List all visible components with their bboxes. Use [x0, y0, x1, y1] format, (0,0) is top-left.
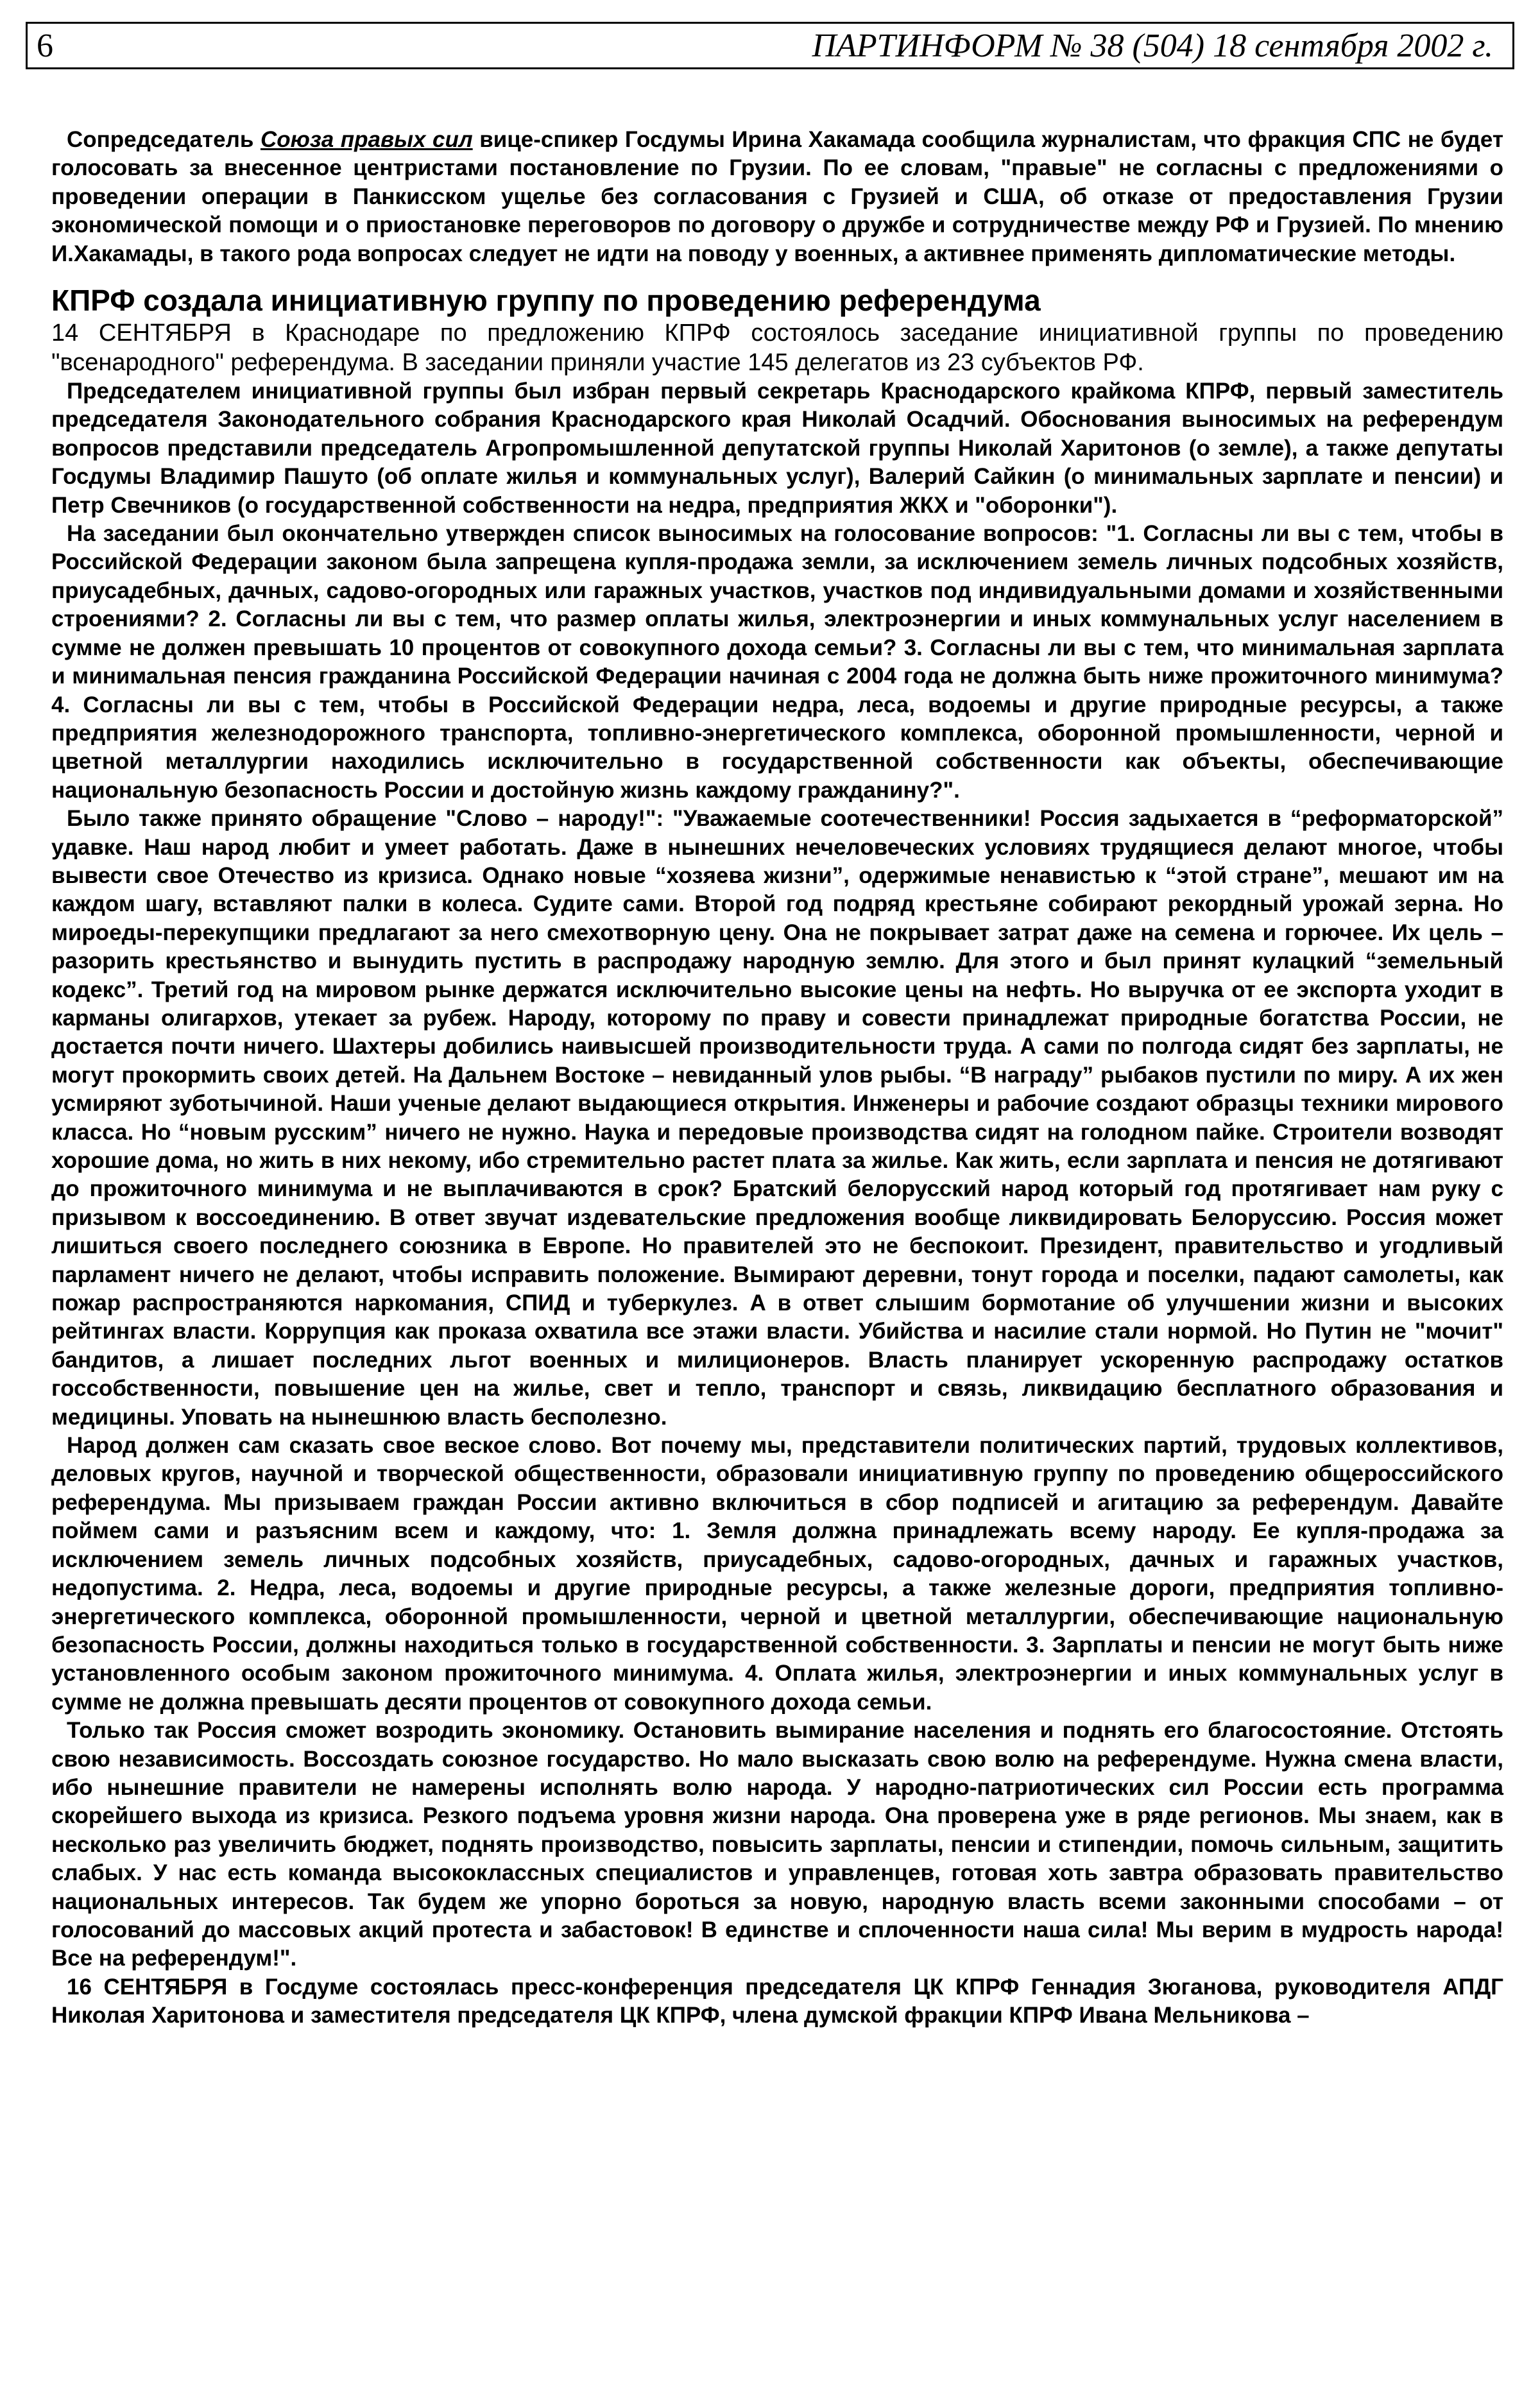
article-paragraph: Народ должен сам сказать свое веское слово. Вот почему мы, представители политических партий, трудовых коллективов, деловых кругов, научной и творческой общественности, образовали инициативную группу по проведению общероссийского референдума. Мы призываем граждан России активно включиться в сбор подписей и агитацию за референдум. Давайте поймем сами и разъясним всем и каждому, что: 1. Земля должна принадлежать всему народу. Ее купля-продажа за исключением земель личных подсобных хозяйств, приусадебных, садово-огородных, дачных и гаражных участков, недопустима. 2. Недра, леса, водоемы и другие природные ресурсы, а также железные дороги, предприятия топливно-энергетического комплекса, оборонной промышленности, черной и цветной металлургии, обеспечивающие национальную безопасность России, должны находиться только в государственной собственности. 3. Зарплаты и пенсии не могут быть ниже установленного особым законом прожиточного минимума. 4. Оплата жилья, электроэнергии и иных коммунальных услуг в сумме не должна превышать десяти процентов от совокупного дохода семьи.	[51, 1433, 1503, 1715]
intro-before: Сопредседатель	[67, 127, 261, 152]
page-header	[26, 22, 1514, 69]
article-paragraph: Только так Россия сможет возродить экономику. Остановить вымирание населения и поднять его благосостояние. Отстоять свою независимость. Воссоздать союзное государство. Но мало высказать свою волю на референдуме. Нужна смена власти, ибо нынешние правители не намерены исполнять волю народа. У народно-патриотических сил России есть программа скорейшего выхода из кризиса. Резкого подъема уровня жизни народа. Она проверена уже в ряде регионов. Мы знаем, как в несколько раз увеличить бюджет, поднять производство, повысить зарплаты, пенсии и стипендии, помочь сильным, защитить слабых. У нас есть команда высококлассных специалистов и управленцев, готовая хоть завтра образовать правительство национальных интересов. Так будем же упорно бороться за новую, народную власть всеми законными способами – от голосований до массовых акций протеста и забастовок! В единстве и сплоченности наша сила! Мы верим в мудрость народа! Все на референдум!".	[51, 1718, 1503, 1971]
article-headline: КПРФ создала инициативную группу по проведению референдума	[51, 284, 1041, 318]
issue-title: ПАРТИНФОРМ № 38 (504) 18 сентября 2002 г.	[812, 28, 1493, 64]
article-body	[51, 126, 1503, 2030]
article-paragraph: На заседании был окончательно утвержден список выносимых на голосование вопросов: "1. Согласны ли вы с тем, чтобы в Российской Федерации законом была запрещена купля-продажа земли, за исключением земель личных подсобных хозяйств, приусадебных, дачных, садово-огородных или гаражных участков, участков под индивидуальными домами и хозяйственными строениями? 2. Согласны ли вы с тем, что размер оплаты жилья, электроэнергии и иных коммунальных услуг населением в сумме не должен превышать 10 процентов от совокупного дохода семьи? 3. Согласны ли вы с тем, что минимальная зарплата и минимальная пенсия гражданина Российской Федерации начиная с 2004 года не должна быть ниже прожиточного минимума? 4. Согласны ли вы с тем, чтобы в Российской Федерации недра, леса, водоемы и другие природные ресурсы, а также предприятия железнодорожного транспорта, топливно-энергетического комплекса, оборонной промышленности, черной и цветной металлургии находились исключительно в государственной собственности как объекты, обеспечивающие национальную безопасность России и достойную жизнь каждому гражданину?".	[51, 521, 1503, 803]
intro-after: вице-спикер Госдумы Ирина Хакамада сообщила журналистам, что фракция СПС не будет голосовать за внесенное центристами постановление по Грузии. По ее словам, "правые" не согласны с предложениями о проведении операции в Панкисском ущелье без согласования с Грузией и США, об отказе от предоставления Грузии экономической помощи и о приостановке переговоров по договору о дружбе и сотрудничестве между РФ и Грузией. По мнению И.Хакамады, в такого рода вопросах следует не идти на поводу у военных, а активнее применять дипломатические методы.	[51, 127, 1504, 266]
party-link[interactable]: Союза правых сил	[260, 127, 473, 152]
page-number: 6	[37, 28, 53, 64]
article-lead: 14 СЕНТЯБРЯ в Краснодаре по предложению КПРФ состоялось заседание инициативной группы по проведению "всенародного" референдума. В заседании приняли участие 145 делегатов из 23 субъектов РФ.	[51, 320, 1503, 377]
article-paragraph: Было также принято обращение "Слово – народу!": "Уважаемые соотечественники! Россия задыхается в “реформаторской” удавке. Наш народ любит и умеет работать. Даже в нынешних нечеловеческих условиях трудящиеся делают многое, чтобы вывести свое Отечество из кризиса. Однако новые “хозяева жизни”, одержимые ненавистью к “этой стране”, мешают им на каждом шагу, вставляют палки в колеса. Судите сами. Второй год подряд крестьяне собирают рекордный урожай зерна. Но мироеды-перекупщики предлагают за него смехотворную цену. Она не покрывает затрат даже на семена и горючее. Их цель – разорить крестьянство и вынудить пустить в распродажу народную землю. Для этого и был принят кулацкий “земельный кодекс”. Третий год на мировом рынке держатся исключительно высокие цены на нефть. Но выручка от ее экспорта уходит в карманы олигархов, утекает за рубеж. Народу, которому по праву и совести принадлежат природные богатства России, не достается почти ничего. Шахтеры добились наивысшей производительности труда. А сами по полгода сидят без зарплаты, не могут прокормить своих детей. На Дальнем Востоке – невиданный улов рыбы. “В награду” рыбаков пустили по миру. А их жен усмиряют зуботычиной. Наши ученые делают выдающиеся открытия. Инженеры и рабочие создают образцы техники мирового класса. Но “новым русским” ничего не нужно. Наука и передовые производства сидят на голодном пайке. Строители возводят хорошие дома, но жить в них некому, ибо стремительно растет плата за жилье. Как жить, если зарплата и пенсия не дотягивают до прожиточного минимума и не выплачиваются в срок? Братский белорусский народ который год протягивает нам руку с призывом к воссоединению. В ответ звучат издевательские предложения вообще ликвидировать Белоруссию. Россия может лишиться своего последнего союзника в Европе. Но правителей это не беспокоит. Президент, правительство и угодливый парламент ничего не делают, чтобы исправить положение. Вымирают деревни, тонут города и поселки, падают самолеты, как пожар распространяются наркомания, СПИД и туберкулез. А в ответ слышим бормотание об улучшении жизни и высоких рейтингах власти. Коррупция как проказа охватила все этажи власти. Убийства и насилие стали нормой. Но Путин не "мочит" бандитов, а лишает последних льгот военных и милиционеров. Власть планирует ускоренную распродажу остатков госсобственности, повышение цен на жилье, свет и тепло, транспорт и связь, ликвидацию бесплатного образования и медицины. Уповать на нынешнюю власть бесполезно.	[51, 806, 1503, 1430]
article-paragraph: Председателем инициативной группы был избран первый секретарь Краснодарского крайкома КПРФ, первый заместитель председателя Законодательного собрания Краснодарского края Николай Осадчий. Обоснования выносимых на референдум вопросов представили председатель Агропромышленной депутатской группы Николай Харитонов (о земле), а также депутаты Госдумы Владимир Пашуто (об оплате жилья и коммунальных услуг), Валерий Сайкин (о минимальных зарплате и пенсии) и Петр Свечников (о государственной собственности на недра, предприятия ЖКХ и "оборонки").	[51, 379, 1503, 518]
article-paragraph: 16 СЕНТЯБРЯ в Госдуме состоялась пресс-конференция председателя ЦК КПРФ Геннадия Зюганова, руководителя АПДГ Николая Харитонова и заместителя председателя ЦК КПРФ, члена думской фракции КПРФ Ивана Мельникова –	[51, 1974, 1503, 2028]
intro-paragraph	[51, 126, 1503, 268]
